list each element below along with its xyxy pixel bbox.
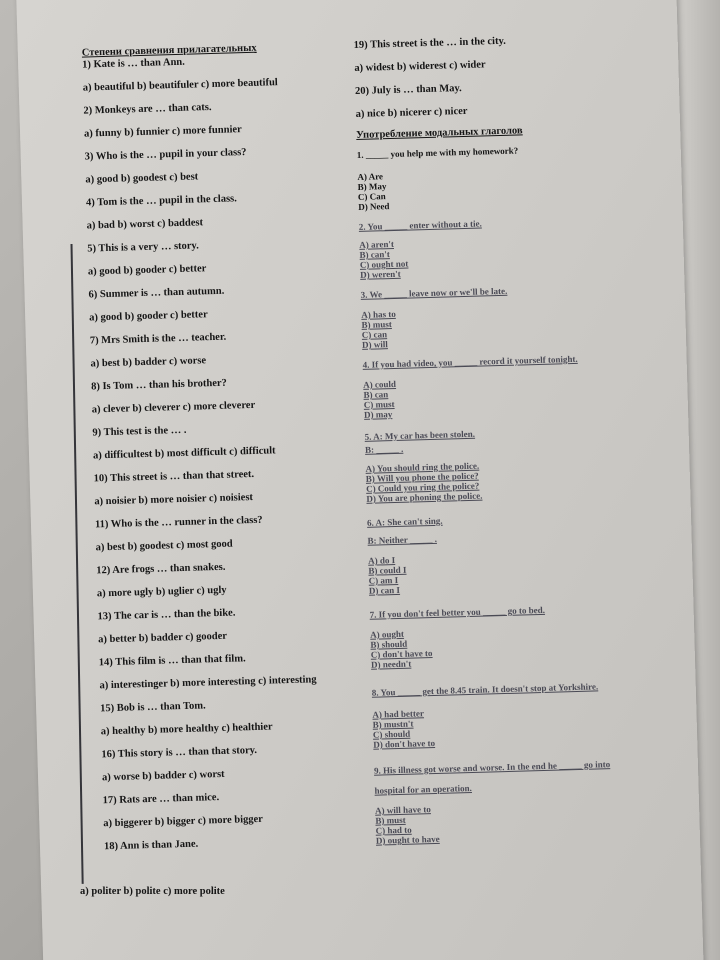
modal-question-5: 5. A: My car has been stolen. xyxy=(364,428,476,442)
modal-1-option-d: D) Need xyxy=(358,201,390,212)
question-17: 17) Rats are … than mice. xyxy=(102,792,220,807)
question-13: 13) The car is … than the bike. xyxy=(97,607,236,623)
modal-question-3: 3. We _____ leave now or we'll be late. xyxy=(360,285,508,300)
modal-6-option-b: B) could I xyxy=(368,564,407,576)
modal-3-option-a: A) has to xyxy=(361,308,396,320)
modal-9-option-d: D) ought to have xyxy=(375,833,440,846)
question-11: 11) Who is the … runner in the class? xyxy=(94,514,263,531)
question-12: 12) Are frogs … than snakes. xyxy=(96,561,226,577)
answer-18: a) politer b) polite c) more polite xyxy=(80,886,225,897)
answer-13: a) better b) badder c) gooder xyxy=(98,630,228,646)
modal-8-option-d: D) don't have to xyxy=(373,738,436,750)
answer-3: a) good b) goodest c) best xyxy=(85,171,199,186)
question-6: 6) Summer is … than autumn. xyxy=(88,285,225,301)
modal-3-option-c: C) can xyxy=(361,329,388,340)
modal-4-option-b: B) can xyxy=(363,389,389,400)
question-15: 15) Bob is … than Tom. xyxy=(99,700,206,715)
modal-1-option-b: B) May xyxy=(357,181,387,192)
worksheet-paper xyxy=(16,0,704,960)
answer-11: a) best b) goodest c) most good xyxy=(95,538,233,554)
modal-7-option-b: B) should xyxy=(370,638,408,650)
modal-6-option-a: A) do I xyxy=(367,555,396,566)
modal-2-option-c: C) ought not xyxy=(359,258,409,270)
modal-5-option-c: C) Could you ring the police? xyxy=(365,480,480,494)
question-9: 9) This test is the … . xyxy=(92,424,187,439)
modal-8-option-a: A) had better xyxy=(372,708,425,720)
modal-question-6-response: B: Neither _____ . xyxy=(367,533,438,546)
question-14: 14) This film is … than that film. xyxy=(98,653,246,669)
section-title-modals: Употребление модальных глаголов xyxy=(356,125,523,141)
answer-8: a) clever b) cleverer c) more cleverer xyxy=(91,399,256,416)
modal-8-option-c: C) should xyxy=(372,728,411,740)
answer-2: a) funny b) funnier c) more funnier xyxy=(83,124,242,140)
modal-1-option-a: A) Are xyxy=(357,171,384,182)
modal-7-option-a: A) ought xyxy=(370,628,405,640)
answer-9: a) difficultest b) most difficult c) difficult xyxy=(92,445,276,462)
modal-9-option-a: A) will have to xyxy=(374,804,431,816)
question-16: 16) This story is … than that story. xyxy=(101,744,258,761)
answer-12: a) more ugly b) uglier c) ugly xyxy=(96,584,227,600)
answer-4: a) bad b) worst c) baddest xyxy=(86,217,204,232)
modal-1-option-c: C) Can xyxy=(357,191,386,202)
answer-1: a) beautiful b) beautifuler c) more beautiful xyxy=(82,77,278,94)
section-title-adjectives: Степени сравнения прилагательных xyxy=(81,42,257,59)
answer-19: a) widest b) widerest c) wider xyxy=(354,59,486,74)
question-18: 18) Ann is than Jane. xyxy=(103,838,199,853)
modal-9-option-b: B) must xyxy=(375,814,406,826)
answer-5: a) good b) gooder c) better xyxy=(87,263,207,278)
modal-4-option-d: D) may xyxy=(363,409,393,420)
question-3: 3) Who is the … pupil in your class? xyxy=(84,147,247,163)
answer-16: a) worse b) badder c) worst xyxy=(101,768,225,784)
modal-5-option-d: D) You are phoning the police. xyxy=(366,490,483,504)
modal-2-option-d: D) weren't xyxy=(359,268,401,280)
modal-question-5-response: B: _____ . xyxy=(364,443,404,455)
right-column xyxy=(353,32,654,846)
question-1: 1) Kate is … than Ann. xyxy=(82,56,185,71)
answer-10: a) noisier b) more noisier c) noisiest xyxy=(94,491,254,508)
modal-question-4: 4. If you had video, you _____ record it yourself tonight. xyxy=(362,353,578,370)
modal-7-option-c: C) don't have to xyxy=(370,648,433,660)
modal-question-6: 6. A: She can't sing. xyxy=(366,515,443,528)
modal-8-option-b: B) mustn't xyxy=(372,718,414,730)
modal-question-2: 2. You _____ enter without a tie. xyxy=(358,218,482,232)
modal-7-option-d: D) needn't xyxy=(370,658,412,670)
modal-6-option-d: D) can I xyxy=(368,584,401,596)
question-10: 10) This street is … than that street. xyxy=(93,468,255,485)
modal-4-option-c: C) must xyxy=(363,399,395,410)
question-20: 20) July is … than May. xyxy=(354,83,462,97)
modal-question-7: 7. If you don't feel better you _____ go to bed. xyxy=(369,604,546,620)
modal-4-option-a: A) could xyxy=(363,378,397,390)
question-2: 2) Monkeys are … than cats. xyxy=(83,102,212,117)
question-5: 5) This is a very … story. xyxy=(87,240,199,255)
answer-17: a) biggerer b) bigger c) more bigger xyxy=(103,813,264,830)
answer-14: a) interestinger b) more interesting c) interesting xyxy=(99,674,317,692)
modal-3-option-b: B) must xyxy=(361,319,392,330)
question-8: 8) Is Tom … than his brother? xyxy=(91,377,228,393)
modal-question-9-continued: hospital for an operation. xyxy=(374,782,472,796)
modal-3-option-d: D) will xyxy=(361,339,388,350)
question-19: 19) This street is the … in the city. xyxy=(353,35,506,52)
modal-5-option-a: A) You should ring the police. xyxy=(365,460,480,474)
question-7: 7) Mrs Smith is the … teacher. xyxy=(89,331,227,347)
question-4: 4) Tom is the … pupil in the class. xyxy=(85,193,237,209)
modal-question-9: 9. His illness got worse and worse. In the end he _____ go into xyxy=(373,759,611,776)
modal-5-option-b: B) Will you phone the police? xyxy=(365,470,479,484)
modal-question-8: 8. You _____ get the 8.45 train. It doesn't stop at Yorkshire. xyxy=(371,681,599,698)
answer-15: a) healthy b) more healthy c) healthier xyxy=(100,721,273,738)
modal-question-1: 1. _____ you help me with my homework? xyxy=(356,145,519,160)
modal-9-option-c: C) had to xyxy=(375,824,412,836)
answer-7: a) best b) badder c) worse xyxy=(90,355,207,370)
modal-6-option-c: C) am I xyxy=(368,574,399,586)
answer-20: a) nice b) nicerer c) nicer xyxy=(355,105,468,120)
modal-2-option-b: B) can't xyxy=(359,249,390,260)
margin-line xyxy=(71,244,84,884)
answer-6: a) good b) gooder c) better xyxy=(89,309,208,324)
modal-2-option-a: A) aren't xyxy=(359,238,395,250)
